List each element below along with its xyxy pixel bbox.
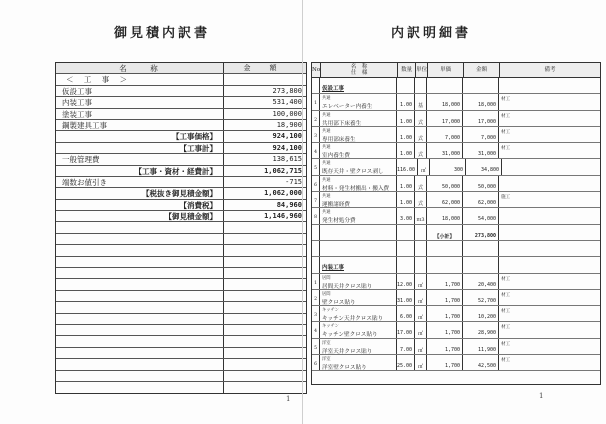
detail-row-no: 5	[312, 159, 320, 174]
detail-row-remark: 材工	[501, 97, 511, 103]
detail-row-remark: 材工	[501, 276, 511, 282]
detail-row-name-cell	[320, 111, 397, 126]
detail-row-amount: 28,900	[463, 322, 499, 337]
detail-row	[312, 159, 600, 175]
summary-row-name: 塗装工事	[56, 109, 224, 119]
detail-row-name: 洋室壁クロス貼り	[322, 365, 367, 372]
detail-row-unit: 式	[415, 192, 427, 207]
detail-row-location: 共通	[322, 177, 331, 183]
summary-row-name	[56, 302, 224, 312]
detail-row-qty: 7.00	[397, 339, 415, 354]
summary-row-amount	[224, 222, 306, 232]
detail-row	[312, 355, 600, 371]
detail-row-price: 17,000	[427, 111, 463, 126]
detail-row-remark: 材工	[501, 129, 511, 135]
detail-row-name-cell	[320, 306, 397, 321]
summary-row	[56, 177, 306, 188]
summary-row-amount	[224, 257, 306, 267]
detail-row-no: 1	[312, 94, 320, 109]
detail-row-no: 7	[312, 192, 320, 207]
detail-row-no: 1	[312, 274, 320, 289]
detail-row-no: 6	[312, 176, 320, 191]
summary-row-name	[56, 245, 224, 255]
detail-row-qty: 1.00	[397, 192, 415, 207]
detail-row	[312, 192, 600, 208]
summary-row-name: 仮設工事	[56, 86, 224, 96]
header-unit: 単位	[416, 63, 428, 77]
detail-row-amount: 273,800	[463, 225, 499, 240]
detail-row-price: 【小計】	[427, 225, 463, 240]
detail-row-remark: 施工	[501, 195, 511, 201]
detail-row-price: 18,000	[427, 94, 463, 109]
detail-row-price: 1,700	[427, 306, 463, 321]
summary-row	[56, 336, 306, 347]
detail-row-price: 7,000	[427, 127, 463, 142]
summary-row-name: 端数お値引き	[56, 177, 224, 187]
detail-row-location: キッチン	[322, 308, 339, 314]
detail-row-remark: 材工	[501, 325, 511, 331]
detail-row-name: 室内養生費	[322, 153, 350, 160]
detail-row-amount: 18,000	[463, 94, 499, 109]
detail-row-amount: 62,000	[463, 192, 499, 207]
detail-row-qty: 1.00	[397, 111, 415, 126]
detail-row-remark	[499, 225, 600, 240]
detail-row-remark	[499, 241, 600, 256]
detail-row-amount	[463, 257, 499, 272]
detail-row-remark: 材工	[501, 146, 511, 152]
detail-row-qty: 25.00	[397, 355, 415, 370]
summary-row-name: 【工事計】	[56, 143, 224, 153]
summary-row	[56, 359, 306, 370]
detail-row-location: 共通	[322, 161, 331, 167]
detail-row-no	[312, 257, 320, 272]
detail-row-name-cell	[320, 290, 397, 305]
header-no: No	[312, 63, 321, 77]
summary-row-name	[56, 382, 224, 393]
detail-row-no: 6	[312, 355, 320, 370]
detail-row-price: 1,700	[427, 322, 463, 337]
detail-row-no: 4	[312, 143, 320, 158]
detail-row-qty	[397, 78, 415, 93]
summary-row-name	[56, 222, 224, 232]
detail-row-remark	[502, 159, 600, 174]
detail-row-name: 壁クロス貼り	[322, 299, 356, 306]
detail-row	[312, 127, 600, 143]
summary-row-name: ＜ 工 事 ＞	[56, 74, 224, 84]
detail-row-qty	[397, 257, 415, 272]
summary-row-name: 【工事価格】	[56, 131, 224, 141]
detail-row-remark	[499, 257, 600, 272]
detail-row-unit: ㎡	[415, 290, 427, 305]
detail-row-no: 5	[312, 339, 320, 354]
detail-row-amount	[463, 241, 499, 256]
detail-row-amount: 42,500	[463, 355, 499, 370]
detail-row-remark: 材工	[501, 113, 511, 119]
summary-row-name: 鋼製建具工事	[56, 120, 224, 130]
summary-row-name: 【工事・資材・経費計】	[56, 166, 224, 176]
detail-row-qty: 17.00	[397, 322, 415, 337]
detail-row-amount: 11,900	[463, 339, 499, 354]
detail-row-name: 材料・発生材搬出・搬入費	[322, 185, 390, 192]
page-title: 御見積内訳書	[114, 26, 211, 41]
detail-row-no	[312, 225, 320, 240]
summary-row	[56, 302, 306, 313]
detail-row-remark	[499, 176, 600, 191]
summary-row-amount	[224, 268, 306, 278]
detail-row-name: 発生材処分費	[322, 218, 356, 225]
detail-row-unit: 式	[415, 176, 427, 191]
summary-row	[56, 154, 306, 165]
detail-row-amount: 7,000	[463, 127, 499, 142]
summary-row-amount: 100,000	[272, 109, 302, 118]
detail-row	[312, 225, 600, 241]
summary-row	[56, 382, 306, 393]
summary-row-amount	[224, 382, 306, 393]
detail-row-name-cell	[320, 176, 397, 191]
detail-row-qty	[397, 241, 415, 256]
summary-row	[56, 279, 306, 290]
detail-row-qty: 116.00	[397, 159, 418, 174]
detail-row-unit	[415, 78, 427, 93]
summary-row	[56, 348, 306, 359]
header-amount: 金 額	[243, 64, 283, 72]
detail-row-name-cell	[320, 94, 397, 109]
detail-row	[312, 143, 600, 159]
detail-row-amount: 54,000	[463, 208, 499, 223]
detail-row-name: 居間天井クロス貼り	[322, 283, 373, 290]
detail-row-amount: 52,700	[463, 290, 499, 305]
header-name-bottom: 仕 様	[350, 70, 368, 76]
detail-row-price: 62,000	[427, 192, 463, 207]
detail-row-remark: 材工	[501, 341, 511, 347]
detail-row-qty: 31.00	[397, 290, 415, 305]
summary-row-amount: 1,062,715	[264, 166, 302, 175]
detail-row-name-cell	[320, 78, 397, 93]
detail-row	[312, 257, 600, 273]
summary-row-name: 一般管理費	[56, 154, 224, 164]
detail-row-name-cell	[320, 241, 397, 256]
detail-row-unit: ㎡	[415, 274, 427, 289]
detail-row-no: 8	[312, 208, 320, 223]
header-name	[321, 63, 398, 77]
summary-row-amount: 924,100	[272, 132, 302, 141]
detail-row-unit: ㎡	[415, 339, 427, 354]
detail-row	[312, 78, 600, 94]
detail-row-unit: 基	[415, 94, 427, 109]
summary-row-name: 【消費税】	[56, 200, 224, 210]
summary-table	[55, 62, 307, 394]
summary-row-amount: 84,960	[276, 200, 302, 209]
detail-row-qty: 1.00	[397, 143, 415, 158]
detail-row-price: 1,700	[427, 274, 463, 289]
detail-row-name-cell	[320, 192, 397, 207]
detail-row	[312, 322, 600, 338]
detail-row-unit: ｍ3	[415, 208, 427, 223]
summary-row	[56, 120, 306, 131]
summary-row-amount: 1,146,960	[264, 212, 302, 221]
detail-row-unit: 式	[415, 111, 427, 126]
detail-row-remark	[499, 208, 600, 223]
detail-row-price: 1,700	[427, 290, 463, 305]
detail-row-location: 共通	[322, 210, 331, 216]
header-amount: 金額	[464, 63, 500, 77]
detail-row-amount: 34,800	[466, 159, 502, 174]
summary-row-name: 【御見積金額】	[56, 211, 224, 221]
detail-row-price: 31,000	[427, 143, 463, 158]
detail-row-price: 300	[430, 159, 466, 174]
detail-row-name-cell	[320, 257, 397, 272]
header-qty: 数量	[398, 63, 416, 77]
detail-row	[312, 94, 600, 110]
detail-row	[312, 339, 600, 355]
detail-row-name: 内装工事	[322, 265, 345, 272]
detail-row-price: 1,700	[427, 355, 463, 370]
summary-row	[56, 314, 306, 325]
detail-row	[312, 111, 600, 127]
summary-row	[56, 234, 306, 245]
summary-row	[56, 268, 306, 279]
detail-row-unit	[415, 257, 427, 272]
summary-row-amount	[224, 336, 306, 346]
summary-row	[56, 211, 306, 222]
summary-row-amount	[224, 348, 306, 358]
summary-row-amount: 273,800	[272, 86, 302, 95]
detail-row-amount: 17,000	[463, 111, 499, 126]
summary-row-amount: 138,615	[272, 155, 302, 164]
detail-row-remark	[499, 78, 600, 93]
detail-row-location: 共通	[322, 96, 331, 102]
detail-row-no: 4	[312, 322, 320, 337]
summary-row-amount	[224, 245, 306, 255]
detail-row-amount: 50,000	[463, 176, 499, 191]
detail-row-price	[427, 257, 463, 272]
summary-row	[56, 131, 306, 142]
detail-row-unit	[415, 241, 427, 256]
summary-row	[56, 166, 306, 177]
detail-row-name-cell	[320, 322, 397, 337]
detail-row-price	[427, 78, 463, 93]
detail-row-name: 共用部下床養生	[322, 120, 362, 127]
detail-row-name: 洋室天井クロス貼り	[322, 348, 373, 355]
summary-row	[56, 200, 306, 211]
summary-row-amount	[224, 325, 306, 335]
detail-row-location: 共通	[322, 194, 331, 200]
summary-row-amount	[224, 302, 306, 312]
detail-row-name-cell	[320, 355, 397, 370]
page-title: 内訳明細書	[391, 26, 472, 41]
detail-row-location: 居間	[322, 291, 331, 297]
detail-row-amount: 10,200	[463, 306, 499, 321]
detail-row-qty: 1.00	[397, 94, 415, 109]
summary-row	[56, 245, 306, 256]
detail-row-location: 居間	[322, 275, 331, 281]
detail-row-name: キッチン天井クロス貼り	[322, 316, 384, 323]
detail-header-row	[312, 63, 600, 78]
summary-row-amount: 924,100	[272, 143, 302, 152]
detail-row-unit: ㎡	[415, 306, 427, 321]
summary-row-name	[56, 371, 224, 381]
detail-row-qty: 12.00	[397, 274, 415, 289]
header-price: 単価	[428, 63, 464, 77]
summary-row-name	[56, 268, 224, 278]
summary-row-name	[56, 359, 224, 369]
detail-row-location: 共通	[322, 112, 331, 118]
detail-row-location: 共通	[322, 128, 331, 134]
summary-row-name	[56, 279, 224, 289]
detail-row-remark: 材工	[501, 292, 511, 298]
detail-row-name-cell	[320, 339, 397, 354]
summary-row	[56, 291, 306, 302]
summary-row-amount	[224, 74, 306, 84]
detail-row	[312, 241, 600, 257]
detail-row-name-cell	[320, 274, 397, 289]
detail-row-unit: ㎡	[418, 159, 430, 174]
summary-row-amount	[224, 359, 306, 369]
detail-row-name: 既存天井・壁クロス剥し	[322, 169, 384, 176]
summary-row-amount: -715	[285, 177, 302, 186]
detail-row-unit: ㎡	[415, 355, 427, 370]
summary-row-amount	[224, 314, 306, 324]
detail-row-no: 3	[312, 306, 320, 321]
detail-row-qty	[397, 225, 415, 240]
detail-row-no: 2	[312, 290, 320, 305]
summary-row	[56, 143, 306, 154]
summary-row-name: 【税抜き御見積金額】	[56, 188, 224, 198]
detail-row-name-cell	[320, 127, 397, 142]
detail-row-price: 18,000	[427, 208, 463, 223]
detail-row-amount: 31,000	[463, 143, 499, 158]
detail-row-remark: 材工	[501, 309, 511, 315]
detail-row	[312, 290, 600, 306]
detail-row-price: 1,700	[427, 339, 463, 354]
detail-row-remark: 材工	[501, 358, 511, 364]
detail-row-unit	[415, 225, 427, 240]
summary-row-name	[56, 257, 224, 267]
detail-statement-page	[303, 0, 606, 424]
summary-row-name	[56, 314, 224, 324]
summary-row-name: 内装工事	[56, 97, 224, 107]
page-number: 1	[539, 392, 544, 400]
summary-header-row	[56, 63, 306, 74]
detail-row-location: 共通	[322, 145, 331, 151]
detail-row-no	[312, 78, 320, 93]
page-number: 1	[286, 395, 291, 403]
detail-row	[312, 176, 600, 192]
summary-row	[56, 371, 306, 382]
summary-row	[56, 325, 306, 336]
summary-row-name	[56, 348, 224, 358]
summary-row-name	[56, 325, 224, 335]
detail-row	[312, 306, 600, 322]
detail-row-name: 仮設工事	[322, 86, 345, 92]
detail-row-name: エレベーター内養生	[322, 104, 373, 111]
detail-row-no: 2	[312, 111, 320, 126]
summary-row	[56, 86, 306, 97]
detail-row-name: キッチン壁クロス貼り	[322, 332, 378, 339]
detail-row-name: 運搬諸経費	[322, 202, 350, 209]
detail-row	[312, 274, 600, 290]
summary-row-amount	[224, 291, 306, 301]
detail-row-amount	[463, 78, 499, 93]
header-name-top: 名 称	[350, 63, 368, 70]
summary-row	[56, 74, 306, 85]
summary-row-amount	[224, 279, 306, 289]
detail-row-name-cell	[320, 159, 397, 174]
detail-row-qty: 1.00	[397, 176, 415, 191]
summary-row-name	[56, 234, 224, 244]
detail-row-price	[427, 241, 463, 256]
detail-table	[311, 62, 601, 385]
summary-row-name	[56, 336, 224, 346]
detail-row-qty: 6.00	[397, 306, 415, 321]
detail-row-unit: 式	[415, 127, 427, 142]
detail-row-name: 専用部床養生	[322, 136, 356, 143]
detail-row-unit: 式	[415, 143, 427, 158]
detail-row-qty: 1.00	[397, 127, 415, 142]
summary-row	[56, 222, 306, 233]
detail-row-location: 洋室	[322, 357, 331, 363]
detail-row-qty: 3.00	[397, 208, 415, 223]
summary-row-amount: 18,900	[276, 120, 302, 129]
detail-row-location: 洋室	[322, 340, 331, 346]
summary-row-name	[56, 291, 224, 301]
summary-row	[56, 109, 306, 120]
detail-row-name-cell	[320, 143, 397, 158]
header-name: 名 称	[56, 63, 224, 73]
detail-row-no	[312, 241, 320, 256]
summary-row-amount: 531,400	[272, 98, 302, 107]
detail-row-name-cell	[320, 225, 397, 240]
detail-row	[312, 208, 600, 224]
detail-row-no: 3	[312, 127, 320, 142]
summary-row-amount	[224, 371, 306, 381]
summary-row-amount	[224, 234, 306, 244]
detail-row-location: キッチン	[322, 324, 339, 330]
detail-row-price: 50,000	[427, 176, 463, 191]
detail-row-unit: ㎡	[415, 322, 427, 337]
summary-row	[56, 188, 306, 199]
summary-row	[56, 97, 306, 108]
summary-row	[56, 257, 306, 268]
header-remarks: 備考	[544, 66, 556, 73]
detail-row-name-cell	[320, 208, 397, 223]
summary-row-amount: 1,062,000	[264, 189, 302, 198]
detail-row-amount: 20,400	[463, 274, 499, 289]
